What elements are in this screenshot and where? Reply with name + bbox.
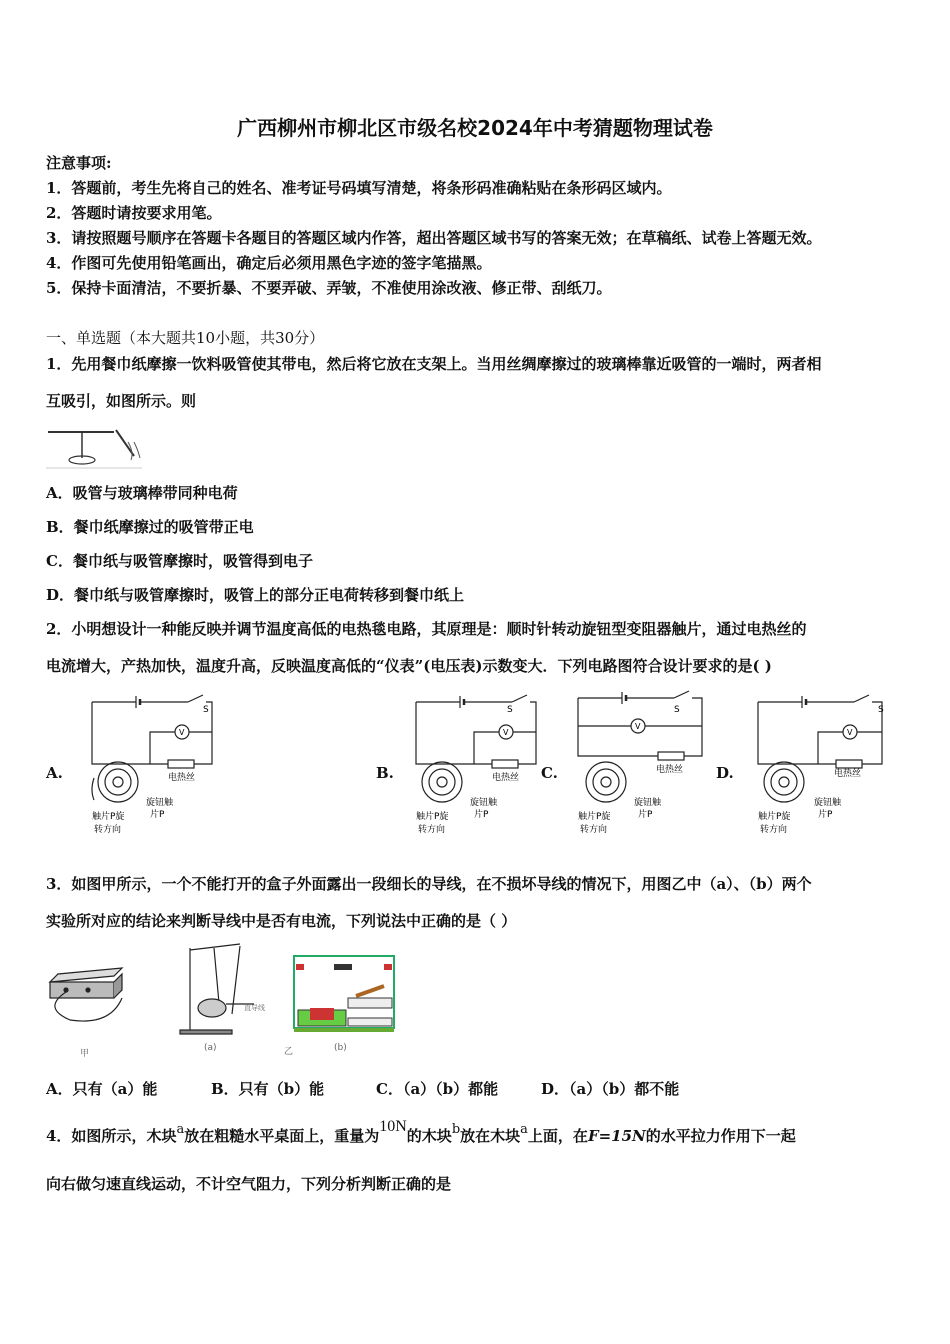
svg-text:旋钮触: 旋钮触	[814, 798, 842, 808]
q3-option-d[interactable]: D．（a）（b）都不能	[541, 1080, 680, 1098]
q2-option-c[interactable]: C.	[541, 764, 558, 782]
fig-label-jia: 甲	[80, 1049, 90, 1059]
svg-text:触片P旋: 触片P旋	[578, 812, 611, 822]
notice-item: 1．答题前，考生先将自己的姓名、准考证号码填写清楚，将条形码准确粘贴在条形码区域内。	[46, 179, 672, 197]
q2-option-a[interactable]: A.	[46, 764, 63, 782]
svg-text:S: S	[203, 705, 209, 715]
q1-option-c[interactable]: C．餐巾纸与吸管摩擦时，吸管得到电子	[46, 552, 313, 570]
page-title: 广西柳州市柳北区市级名校2024年中考猜题物理试卷	[237, 116, 713, 140]
svg-text:触片P旋: 触片P旋	[92, 812, 125, 822]
q2-option-d[interactable]: D.	[716, 764, 734, 782]
svg-text:V: V	[635, 722, 641, 731]
fig-label-b: (b)	[334, 1043, 347, 1053]
q1-option-b[interactable]: B．餐巾纸摩擦过的吸管带正电	[46, 518, 254, 536]
svg-text:片P: 片P	[818, 810, 833, 820]
svg-text:旋钮触: 旋钮触	[634, 798, 662, 808]
notice-item: 2．答题时请按要求用笔。	[46, 204, 222, 222]
svg-text:V: V	[179, 728, 185, 737]
svg-text:S: S	[507, 705, 513, 715]
svg-text:电热丝: 电热丝	[492, 773, 520, 783]
q1-stem: 1．先用餐巾纸摩擦一饮料吸管使其带电，然后将它放在支架上。当用丝绸摩擦过的玻璃棒靠近吸管的一端时，两者相	[46, 355, 822, 373]
svg-text:S: S	[674, 705, 680, 715]
q3-stem: 实验所对应的结论来判断导线中是否有电流，下列说法中正确的是（ ）	[46, 912, 517, 930]
circuit-diagram-d	[754, 692, 888, 842]
fig-label-a: (a)	[204, 1043, 217, 1053]
svg-text:旋钮触: 旋钮触	[146, 798, 174, 808]
svg-text:转方向: 转方向	[94, 825, 122, 835]
svg-text:触片P旋: 触片P旋	[758, 812, 791, 822]
section-heading: 一、单选题（本大题共10小题，共30分）	[46, 329, 325, 347]
q2-option-b[interactable]: B.	[376, 764, 394, 782]
svg-text:V: V	[847, 728, 853, 737]
q3-option-c[interactable]: C．（a）（b）都能	[376, 1080, 499, 1098]
circuit-diagram-b	[412, 692, 542, 842]
q1-option-a[interactable]: A．吸管与玻璃棒带同种电荷	[46, 484, 238, 502]
svg-text:转方向: 转方向	[760, 825, 788, 835]
svg-text:片P: 片P	[474, 810, 489, 820]
notice-item: 5．保持卡面清洁，不要折暴、不要弄破、弄皱，不准使用涂改液、修正带、刮纸刀。	[46, 279, 612, 297]
svg-text:电热丝: 电热丝	[168, 773, 196, 783]
q3-option-b[interactable]: B．只有（b）能	[211, 1080, 325, 1098]
q3-option-a[interactable]: A．只有（a）能	[46, 1080, 158, 1098]
q3-figures	[44, 940, 404, 1060]
fig-label-wire: 直导线	[244, 1004, 265, 1012]
q3-stem: 3．如图甲所示，一个不能打开的盒子外面露出一段细长的导线，在不损坏导线的情况下，用图乙中（a）、（b）两个	[46, 875, 812, 893]
svg-text:电热丝: 电热丝	[834, 769, 862, 779]
svg-text:转方向: 转方向	[580, 825, 608, 835]
q1-stem: 互吸引，如图所示。则	[46, 392, 197, 410]
q4-stem: 4．如图所示，木块a放在粗糙水平桌面上，重量为10N的木块b放在木块a上面，在F=15N的水平拉力作用下一起	[46, 1118, 796, 1145]
q4-stem: 向右做匀速直线运动，不计空气阻力，下列分析判断正确的是	[46, 1175, 452, 1193]
notice-item: 4．作图可先使用铅笔画出，确定后必须用黑色字迹的签字笔描黑。	[46, 254, 492, 272]
svg-text:旋钮触: 旋钮触	[470, 798, 498, 808]
svg-text:触片P旋: 触片P旋	[416, 812, 449, 822]
q1-option-d[interactable]: D．餐巾纸与吸管摩擦时，吸管上的部分正电荷转移到餐巾纸上	[46, 586, 465, 604]
svg-text:片P: 片P	[150, 810, 165, 820]
svg-text:转方向: 转方向	[418, 825, 446, 835]
svg-text:电热丝: 电热丝	[656, 765, 684, 775]
circuit-diagram-a	[88, 692, 218, 842]
notice-item: 3．请按照题号顺序在答题卡各题目的答题区域内作答，超出答题区域书写的答案无效；在草稿纸、试卷上答题无效。	[46, 229, 822, 247]
svg-text:S: S	[878, 705, 884, 715]
q2-stem: 电流增大，产热加快，温度升高，反映温度高低的“仪表”(电压表)示数变大．下列电路图符合设计要求的是( )	[46, 657, 772, 675]
svg-text:片P: 片P	[638, 810, 653, 820]
circuit-diagram-c	[574, 688, 708, 842]
q1-straw-figure	[46, 418, 142, 470]
fig-label-yi: 乙	[284, 1047, 294, 1057]
notice-heading: 注意事项:	[46, 154, 112, 172]
svg-text:V: V	[503, 728, 509, 737]
q2-stem: 2．小明想设计一种能反映并调节温度高低的电热毯电路，其原理是：顺时针转动旋钮型变阻器触片，通过电热丝的	[46, 620, 807, 638]
